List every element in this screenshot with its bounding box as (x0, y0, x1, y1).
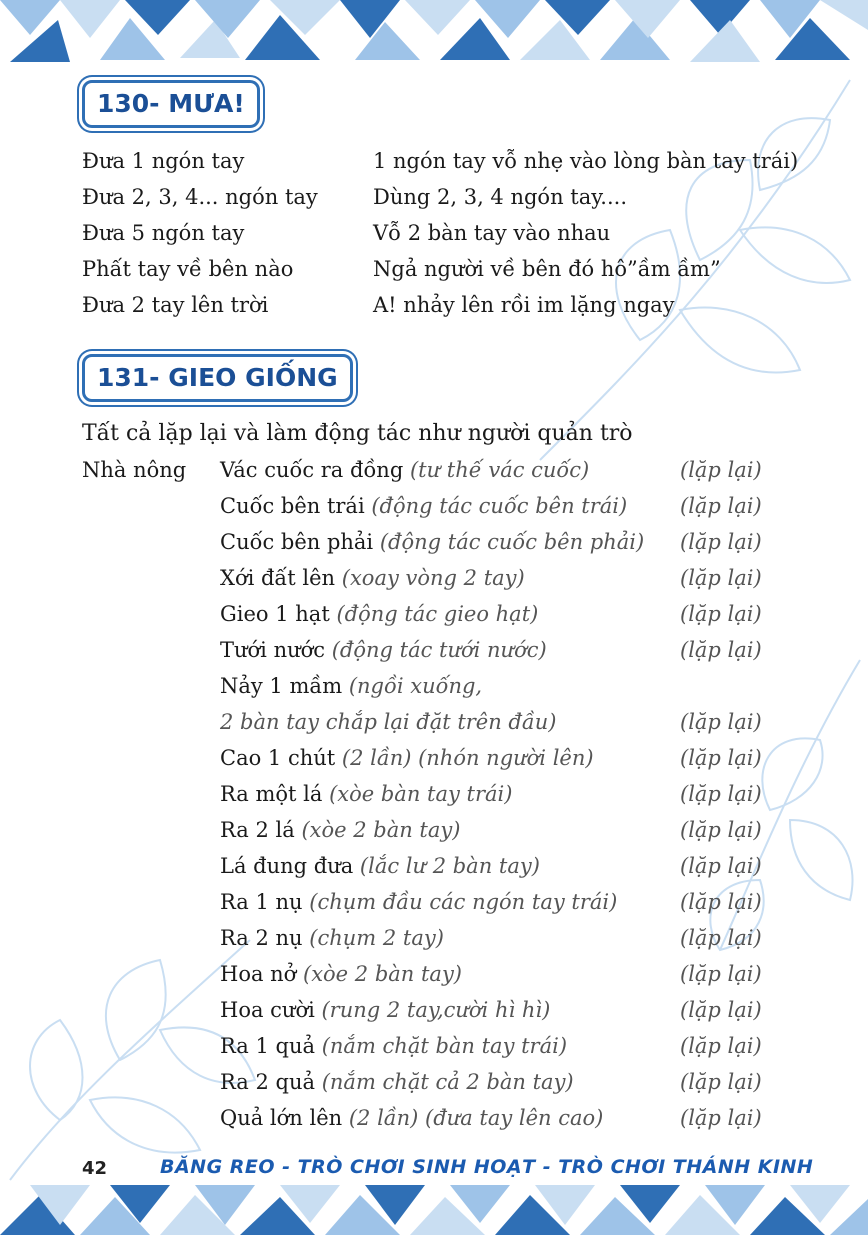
section-130-instruction: Đưa 1 ngón tay (82, 149, 245, 173)
action-line (220, 744, 594, 772)
action-text: Hoa nở (220, 962, 303, 986)
action-line (220, 636, 547, 664)
repeat-label: (lặp lại) (680, 818, 762, 842)
action-text: Cuốc bên trái (220, 494, 372, 518)
action-note: (nắm chặt bàn tay trái) (321, 1034, 568, 1058)
action-line (220, 852, 540, 880)
action-note: (chụm đầu các ngón tay trái) (309, 890, 618, 914)
action-note: (xoay vòng 2 tay) (341, 566, 525, 590)
action-line (220, 492, 627, 520)
action-note: (ngồi xuống, (348, 674, 483, 698)
action-note: (tư thế vác cuốc) (409, 458, 590, 482)
action-line (220, 888, 617, 916)
action-text: Nảy 1 mầm (220, 674, 349, 698)
action-text: Ra 2 nụ (220, 926, 310, 950)
action-note: (động tác cuốc bên trái) (371, 494, 628, 518)
section-130-instruction: Đưa 5 ngón tay (82, 221, 245, 245)
action-text: Hoa cười (220, 998, 322, 1022)
repeat-label: (lặp lại) (680, 854, 762, 878)
action-text: Cuốc bên phải (220, 530, 380, 554)
action-text: Xới đất lên (220, 566, 342, 590)
repeat-label: (lặp lại) (680, 1070, 762, 1094)
section-130-action: Dùng 2, 3, 4 ngón tay.... (373, 185, 628, 209)
action-line (220, 780, 512, 808)
action-line (220, 672, 482, 700)
action-line (220, 996, 550, 1024)
repeat-label: (lặp lại) (680, 638, 762, 662)
repeat-label: (lặp lại) (680, 1106, 762, 1130)
action-line (220, 1032, 567, 1060)
section-130-action: A! nhảy lên rồi im lặng ngay (373, 293, 675, 317)
section-130-action: Vỗ 2 bàn tay vào nhau (373, 221, 611, 245)
page-number: 42 (82, 1158, 108, 1179)
repeat-label: (lặp lại) (680, 602, 762, 626)
action-line (220, 528, 644, 556)
section-130-action: 1 ngón tay vỗ nhẹ vào lòng bàn tay trái) (373, 149, 799, 173)
action-text: Tưới nước (220, 638, 332, 662)
section-130-instruction: Đưa 2, 3, 4... ngón tay (82, 185, 318, 209)
repeat-label: (lặp lại) (680, 1034, 762, 1058)
action-text: Gieo 1 hạt (220, 602, 337, 626)
action-note: 2 bàn tay chắp lại đặt trên đầu) (220, 710, 557, 734)
action-note: (động tác gieo hạt) (336, 602, 539, 626)
section-131-intro: Tất cả lặp lại và làm động tác như người quản trò (82, 421, 633, 446)
section-131-title: 131- GIEO GIỐNG (82, 354, 353, 402)
repeat-label: (lặp lại) (680, 962, 762, 986)
repeat-label: (lặp lại) (680, 566, 762, 590)
action-note: (động tác cuốc bên phải) (379, 530, 645, 554)
section-130-instruction: Đưa 2 tay lên trời (82, 293, 269, 317)
action-line (220, 564, 525, 592)
repeat-label: (lặp lại) (680, 782, 762, 806)
action-text: Cao 1 chút (220, 746, 342, 770)
action-line (220, 816, 460, 844)
action-note: (xòe bàn tay trái) (329, 782, 513, 806)
action-note: (chụm 2 tay) (309, 926, 444, 950)
action-note: (động tác tưới nước) (331, 638, 547, 662)
action-note: (2 lần) (nhón người lên) (341, 746, 594, 770)
bottom-triangle-border (0, 1185, 868, 1235)
repeat-label: (lặp lại) (680, 494, 762, 518)
action-line (220, 924, 444, 952)
action-line (220, 600, 538, 628)
action-text: Quả lớn lên (220, 1106, 349, 1130)
section-131-lead: Nhà nông (82, 458, 187, 482)
action-note: (xòe 2 bàn tay) (303, 962, 462, 986)
section-130-instruction: Phất tay về bên nào (82, 257, 294, 281)
repeat-label: (lặp lại) (680, 710, 762, 734)
action-text: Ra 1 nụ (220, 890, 310, 914)
repeat-label: (lặp lại) (680, 926, 762, 950)
action-line (220, 960, 462, 988)
action-note: (lắc lư 2 bàn tay) (359, 854, 540, 878)
action-text: Ra 2 lá (220, 818, 302, 842)
book-title: BĂNG REO - TRÒ CHƠI SINH HOẠT - TRÒ CHƠI THÁNH KINH (160, 1156, 814, 1178)
repeat-label: (lặp lại) (680, 530, 762, 554)
action-note: (2 lần) (đưa tay lên cao) (348, 1106, 604, 1130)
action-note: (xòe 2 bàn tay) (301, 818, 461, 842)
section-130-action: Ngả người về bên đó hô”ầm ầm” (373, 257, 721, 281)
repeat-label: (lặp lại) (680, 458, 762, 482)
action-text: Lá đung đưa (220, 854, 360, 878)
action-text: Ra một lá (220, 782, 330, 806)
repeat-label: (lặp lại) (680, 890, 762, 914)
section-130-title: 130- MƯA! (82, 80, 260, 128)
action-line (220, 1068, 574, 1096)
repeat-label: (lặp lại) (680, 998, 762, 1022)
action-note: (nắm chặt cả 2 bàn tay) (321, 1070, 574, 1094)
repeat-label: (lặp lại) (680, 746, 762, 770)
action-text: Ra 1 quả (220, 1034, 322, 1058)
action-note: (rung 2 tay,cười hì hì) (321, 998, 551, 1022)
action-text: Ra 2 quả (220, 1070, 322, 1094)
action-line (220, 708, 556, 736)
action-line (220, 1104, 603, 1132)
action-line (220, 456, 589, 484)
top-triangle-border (0, 0, 868, 70)
action-text: Vác cuốc ra đồng (220, 458, 410, 482)
